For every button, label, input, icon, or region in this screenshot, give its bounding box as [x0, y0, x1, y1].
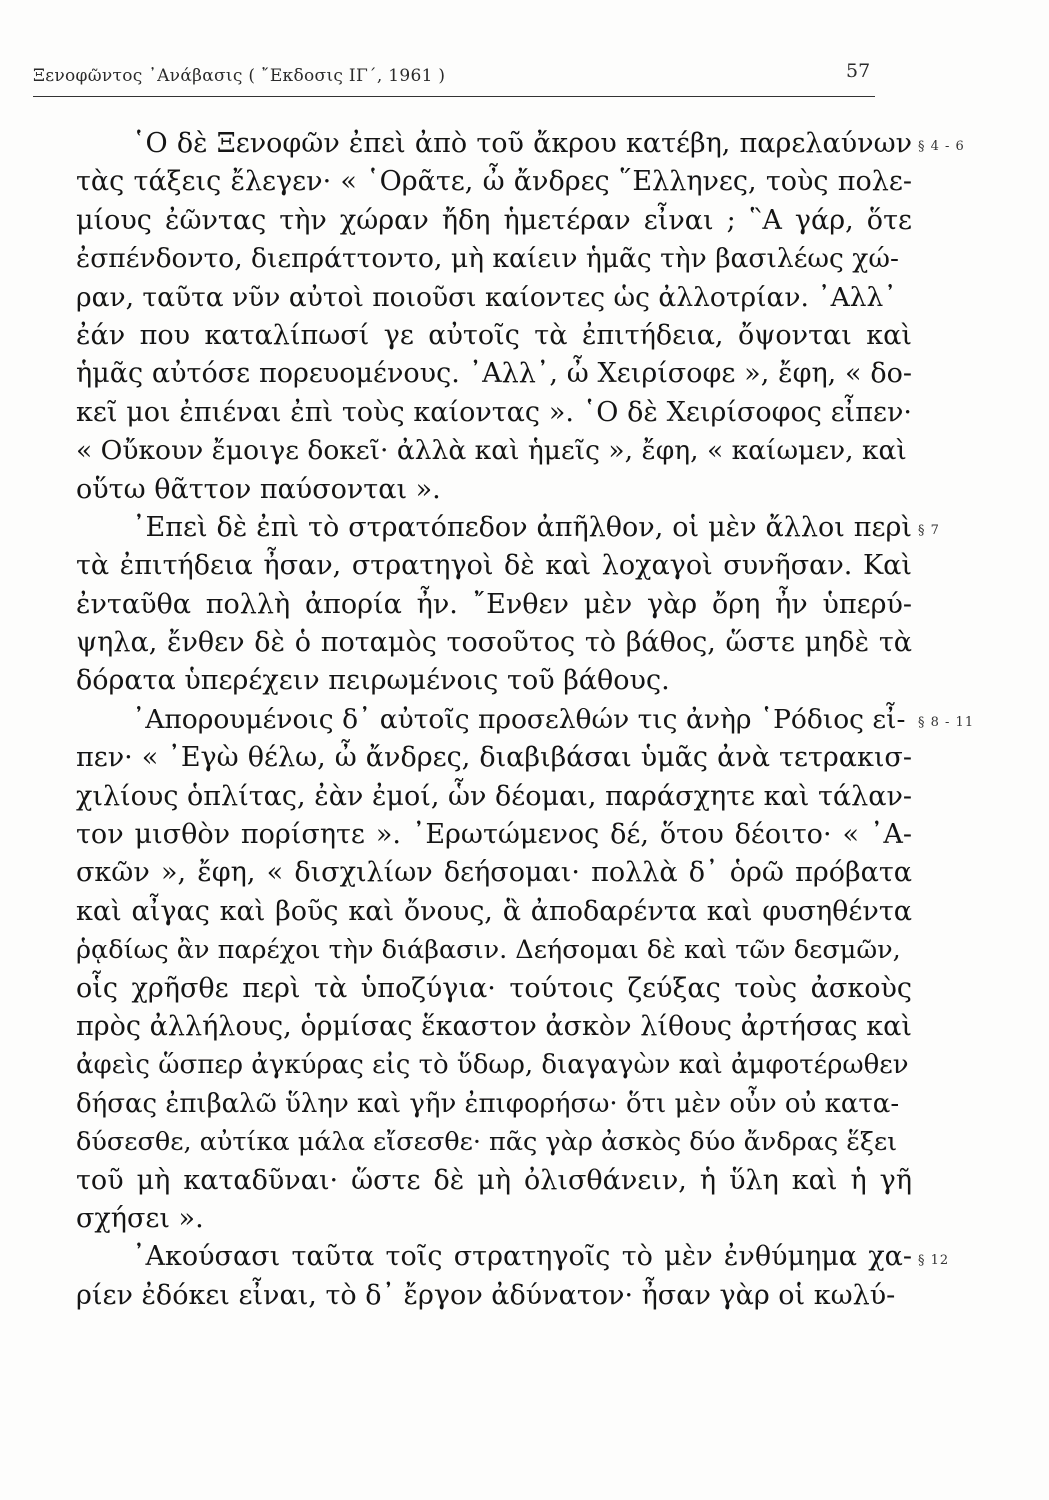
text-line-content: μίους ἐῶντας τὴν χώραν ἤδη ἡμετέραν εἶναι ; ῝Α γάρ, ὅτε — [76, 204, 912, 236]
text-line-content: δήσας ἐπιβαλῶ ὕλην καὶ γῆν ἐπιφορήσω· ὅτι μὲν οὖν οὐ κατα- — [76, 1088, 900, 1119]
text-line — [76, 1238, 912, 1276]
text-line — [76, 893, 912, 931]
text-line — [76, 125, 912, 163]
text-line — [76, 1085, 912, 1123]
text-line-content: ἐνταῦθα πολλὴ ἀπορία ἦν. ῎Ενθεν μὲν γὰρ ὄρη ἦν ὑπερύ- — [76, 588, 912, 620]
text-line-content: ᾿Ακούσασι ταῦτα τοῖς στρατηγοῖς τὸ μὲν ἐνθύμημα χα- — [132, 1241, 912, 1273]
text-line — [76, 547, 912, 585]
text-line-content: ρίεν ἐδόκει εἶναι, τὸ δ᾿ ἔργον ἀδύνατον· ἦσαν γὰρ οἱ κωλύ- — [76, 1279, 896, 1311]
text-line — [76, 1046, 912, 1084]
text-line-content: σχήσει ». — [76, 1202, 204, 1234]
text-line-content: ῾Ο δὲ Ξενοφῶν ἐπεὶ ἀπὸ τοῦ ἄκρου κατέβη, παρελαύνων — [132, 128, 912, 159]
text-line-content: ἐσπένδοντο, διεπράττοντο, μὴ καίειν ἡμᾶς τὴν βασιλέως χώ- — [76, 243, 899, 275]
paragraph — [76, 125, 912, 509]
text-line — [76, 778, 912, 816]
header-rule — [33, 96, 875, 97]
paragraph — [76, 701, 912, 1238]
text-line-content: καὶ αἶγας καὶ βοῦς καὶ ὄνους, ἃ ἀποδαρέντα καὶ φυσηθέντα — [76, 895, 912, 927]
text-line-content: σκῶν », ἔφη, « δισχιλίων δεήσομαι· πολλὰ δ᾿ ὁρῶ πρόβατα — [76, 857, 912, 889]
text-line-content: δύσεσθε, αὐτίκα μάλα εἴσεσθε· πᾶς γὰρ ἀσκὸς δύο ἄνδρας ἕξει — [76, 1127, 898, 1158]
section-reference: § 7 — [918, 523, 940, 538]
text-line — [76, 1123, 912, 1161]
text-line-content: πεν· « ᾿Εγὼ θέλω, ὦ ἄνδρες, διαβιβάσαι ὑμᾶς ἀνὰ τετρακισ- — [76, 742, 912, 774]
text-line — [76, 471, 912, 509]
text-line-content: ᾿Απορουμένοις δ᾿ αὐτοῖς προσελθών τις ἀνὴρ ῾Ρόδιος εἶ- — [132, 703, 906, 735]
text-line-content: ἐάν που καταλίπωσί γε αὐτοῖς τὰ ἐπιτήδεια, ὄψονται καὶ — [76, 319, 912, 351]
text-line — [76, 739, 912, 777]
text-line — [76, 163, 912, 201]
text-line-content: χιλίους ὁπλίτας, ἐὰν ἐμοί, ὧν δέομαι, παράσχητε καὶ τάλαν- — [76, 780, 912, 812]
text-line-content: δόρατα ὑπερέχειν πειρωμένοις τοῦ βάθους. — [76, 665, 670, 697]
main-text — [76, 125, 912, 1315]
paragraph — [76, 1238, 912, 1315]
text-line — [76, 432, 912, 470]
text-line — [76, 662, 912, 700]
text-line — [76, 279, 912, 317]
text-line-content: οἷς χρῆσθε περὶ τὰ ὑποζύγια· τούτοις ζεύξας τοὺς ἀσκοὺς — [76, 972, 912, 1004]
text-line — [76, 240, 912, 278]
paragraph — [76, 509, 912, 701]
text-line-content: ψηλα, ἔνθεν δὲ ὁ ποταμὸς τοσοῦτος τὸ βάθος, ὥστε μηδὲ τὰ — [76, 627, 912, 659]
text-line-content: ᾿Επεὶ δὲ ἐπὶ τὸ στρατόπεδον ἀπῆλθον, οἱ μὲν ἄλλοι περὶ — [132, 511, 912, 543]
text-line — [76, 355, 912, 393]
text-line-content: πρὸς ἀλλήλους, ὁρμίσας ἕκαστον ἀσκὸν λίθους ἀρτήσας καὶ — [76, 1010, 912, 1042]
text-line — [76, 970, 912, 1008]
text-line — [76, 1277, 912, 1315]
text-line-content: τὰ ἐπιτήδεια ἦσαν, στρατηγοὶ δὲ καὶ λοχαγοὶ συνῆσαν. Καὶ — [76, 550, 912, 582]
text-line — [76, 317, 912, 355]
text-line — [76, 1008, 912, 1046]
text-line-content: τον μισθὸν πορίσητε ». ᾿Ερωτώμενος δέ, ὅτου δέοιτο· « ᾿Α- — [76, 819, 912, 851]
section-reference: § 4 - 6 — [918, 139, 965, 154]
text-line-content: τοῦ μὴ καταδῦναι· ὥστε δὲ μὴ ὀλισθάνειν, ἡ ὕλη καὶ ἡ γῆ — [76, 1164, 912, 1196]
text-line — [76, 394, 912, 432]
text-line — [76, 854, 912, 892]
text-line — [76, 624, 912, 662]
text-line-content: κεῖ μοι ἐπιέναι ἐπὶ τοὺς καίοντας ». ῾Ο δὲ Χειρίσοφος εἶπεν· — [76, 396, 912, 428]
text-line — [76, 1162, 912, 1200]
text-line-content: ἡμᾶς αὐτόσε πορευομένους. ᾿Αλλ᾿, ὦ Χειρίσοφε », ἔφη, « δο- — [76, 358, 912, 390]
text-line — [76, 816, 912, 854]
text-line — [76, 701, 912, 739]
text-line-content: ραν, ταῦτα νῦν αὐτοὶ ποιοῦσι καίοντες ὡς ἀλλοτρίαν. ᾿Αλλ᾿ — [76, 281, 897, 313]
text-line-content: τὰς τάξεις ἔλεγεν· « ῾Ορᾶτε, ὦ ἄνδρες ῞Ελληνες, τοὺς πολε- — [76, 166, 912, 198]
section-reference: § 8 - 11 — [918, 715, 975, 730]
text-line-content: « Οὔκουν ἔμοιγε δοκεῖ· ἀλλὰ καὶ ἡμεῖς », ἔφη, « καίωμεν, καὶ — [76, 435, 907, 467]
text-line — [76, 931, 912, 969]
section-reference: § 12 — [918, 1252, 950, 1268]
page-number: 57 — [846, 60, 871, 82]
text-line-content: οὕτω θᾶττον παύσονται ». — [76, 473, 441, 505]
text-line-content: ῥᾳδίως ἂν παρέχοι τὴν διάβασιν. Δεήσομαι δὲ καὶ τῶν δεσμῶν, — [76, 935, 901, 966]
text-line — [76, 509, 912, 547]
text-line — [76, 586, 912, 624]
text-line — [76, 202, 912, 240]
text-line — [76, 1200, 912, 1238]
running-title: Ξενοφῶντος ᾿Ανάβασις ( ῎Εκδοσις ΙΓ΄, 1961 ) — [33, 66, 446, 86]
text-line-content: ἀφεὶς ὥσπερ ἀγκύρας εἰς τὸ ὕδωρ, διαγαγὼν καὶ ἀμφοτέρωθεν — [76, 1050, 909, 1081]
